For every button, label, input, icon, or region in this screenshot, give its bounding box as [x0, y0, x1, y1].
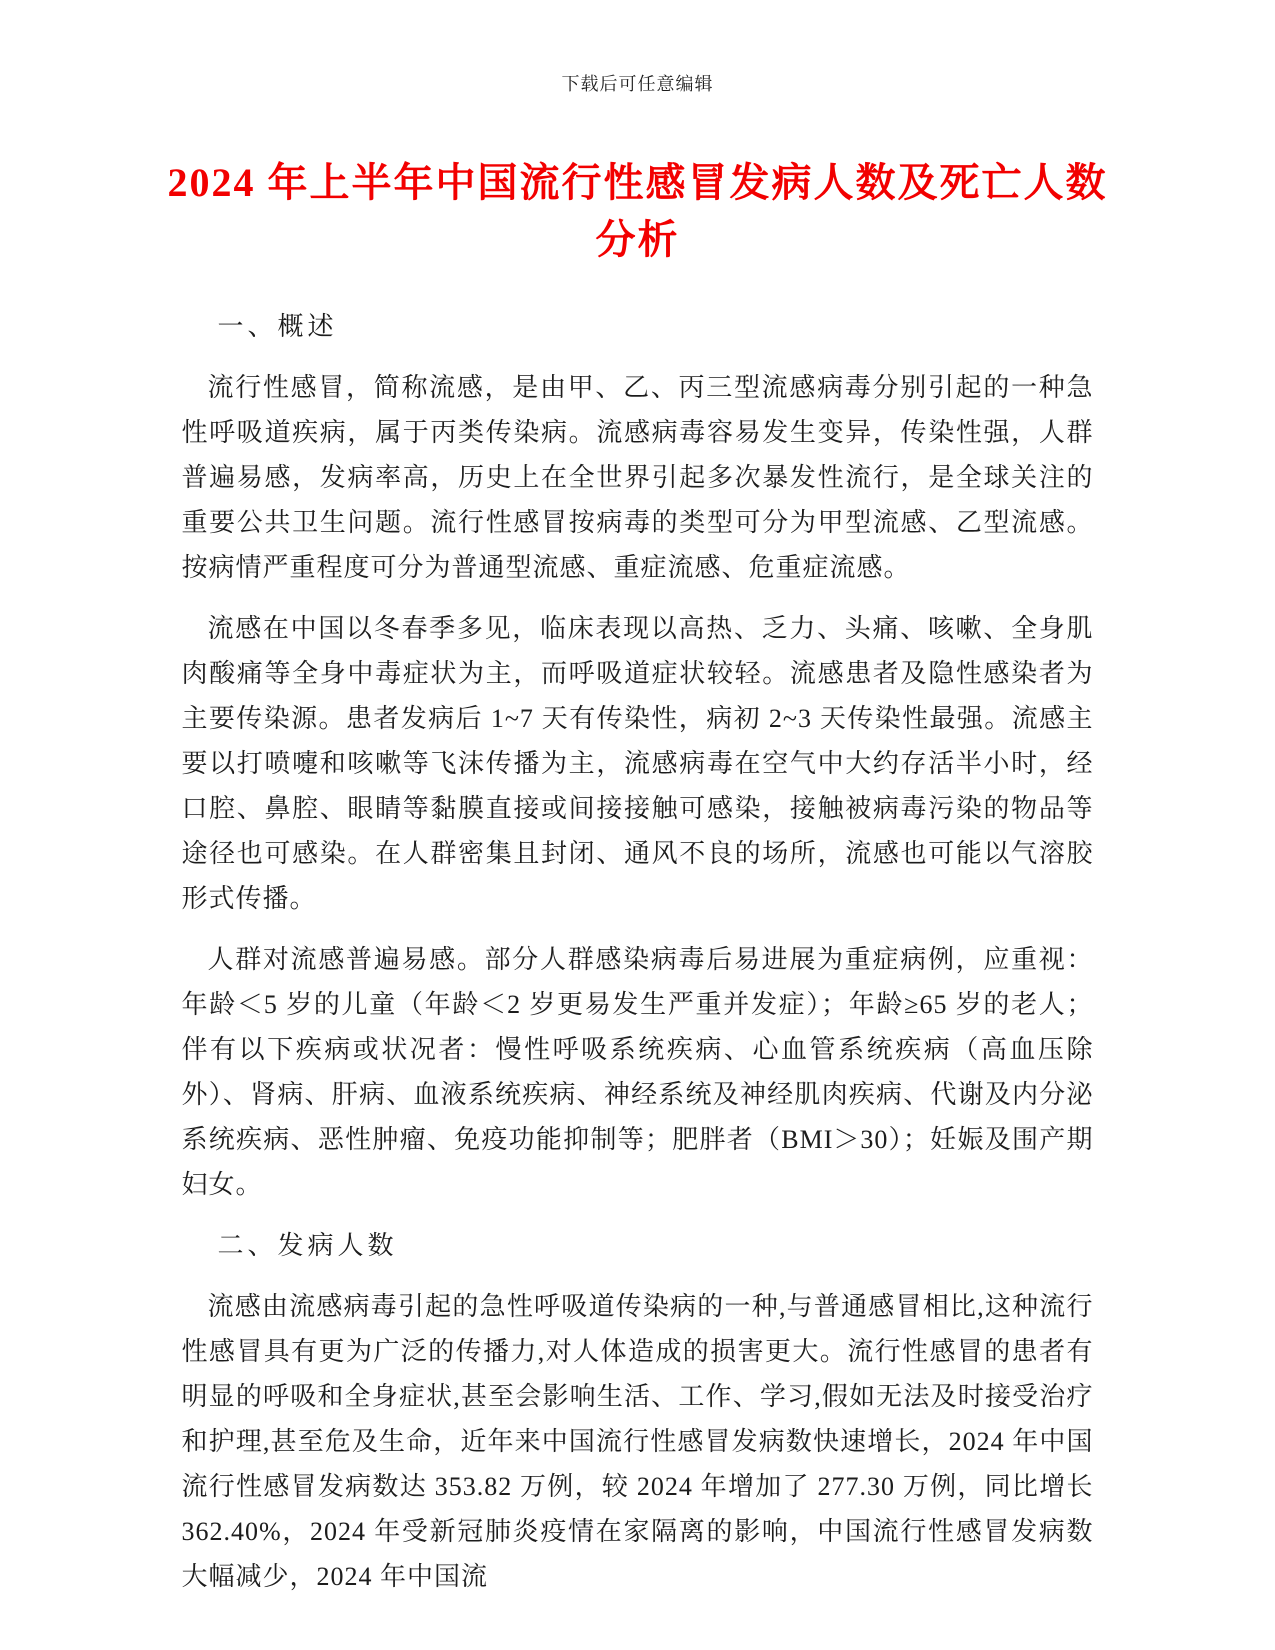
section-heading-case-count: 二、发病人数	[217, 1231, 398, 1260]
document-body	[182, 304, 1094, 1599]
page-title: 2024 年上半年中国流行性感冒发病人数及死亡人数分析	[167, 160, 1108, 262]
paragraph-case-count-1: 流感由流感病毒引起的急性呼吸道传染病的一种,与普通感冒相比,这种流行性感冒具有更为广泛的传播力,对人体造成的损害更大。流行性感冒的患者有明显的呼吸和全身症状,甚至会影响生活、工作、学习,假如无法及时接受治疗和护理,甚至危及生命，近年来中国流行性感冒发病数快速增长，2024 年中国流行性感冒发病数达 353.82 万例，较 2024 年增加了 277.30 万例，同比增长 362.40%，2024 年受新冠肺炎疫情在家隔离的影响，中国流行性感冒发病数大幅减少，2024 年中国流	[181, 1292, 1094, 1591]
paragraph-overview-3: 人群对流感普遍易感。部分人群感染病毒后易进展为重症病例，应重视：年龄＜5 岁的儿童（年龄＜2 岁更易发生严重并发症）；年龄≥65 岁的老人；伴有以下疾病或状况者：慢性呼吸系统疾病、心血管系统疾病（高血压除外）、肾病、肝病、血液系统疾病、神经系统及神经肌肉疾病、代谢及内分泌系统疾病、恶性肿瘤、免疫功能抑制等；肥胖者（BMI＞30）；妊娠及围产期妇女。	[181, 945, 1094, 1199]
section-heading-overview: 一、概述	[217, 312, 338, 341]
paragraph-overview-2: 流感在中国以冬春季多见，临床表现以高热、乏力、头痛、咳嗽、全身肌肉酸痛等全身中毒症状为主，而呼吸道症状较轻。流感患者及隐性感染者为主要传染源。患者发病后 1~7 天有传染性，病初 2~3 天传染性最强。流感主要以打喷嚏和咳嗽等飞沫传播为主，流感病毒在空气中大约存活半小时，经口腔、鼻腔、眼睛等黏膜直接或间接接触可感染，接触被病毒污染的物品等途径也可感染。在人群密集且封闭、通风不良的场所，流感也可能以气溶胶形式传播。	[181, 614, 1094, 913]
header-note: 下载后可任意编辑	[561, 74, 714, 94]
paragraph-overview-1: 流行性感冒，简称流感，是由甲、乙、丙三型流感病毒分别引起的一种急性呼吸道疾病，属于丙类传染病。流感病毒容易发生变异，传染性强，人群普遍易感，发病率高，历史上在全世界引起多次暴发性流行，是全球关注的重要公共卫生问题。流行性感冒按病毒的类型可分为甲型流感、乙型流感。按病情严重程度可分为普通型流感、重症流感、危重症流感。	[181, 373, 1094, 582]
